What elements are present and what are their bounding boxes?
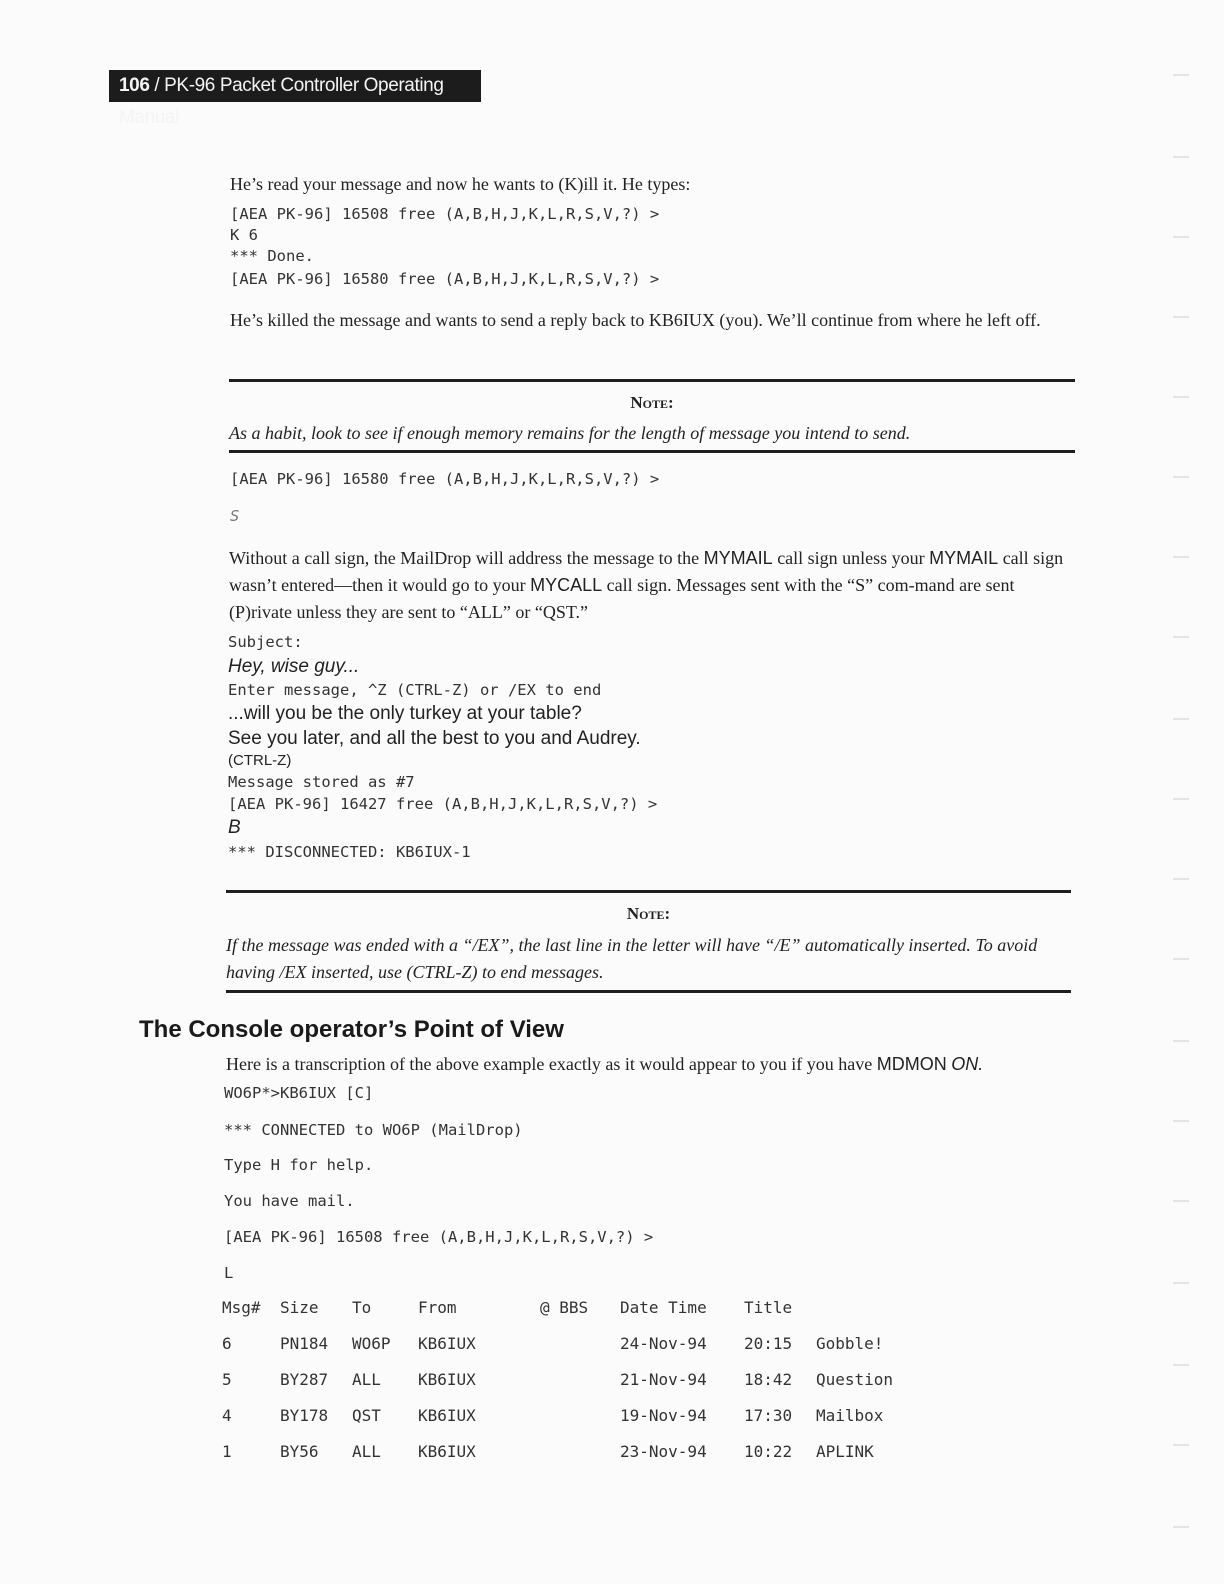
console-line: [AEA PK-96] 16508 free (A,B,H,J,K,L,R,S,V,?) > <box>224 1228 654 1246</box>
column-header: Date Time <box>620 1298 707 1317</box>
terminal-command: S <box>230 507 240 525</box>
note-rule-bottom <box>226 990 1071 993</box>
column-header: Msg# <box>222 1298 261 1317</box>
margin-tick <box>1173 74 1189 76</box>
margin-tick <box>1173 718 1189 720</box>
margin-tick <box>1173 396 1189 398</box>
terminal-done: *** Done. <box>230 247 314 265</box>
margin-tick <box>1173 236 1189 238</box>
margin-tick <box>1173 156 1189 158</box>
note-rule-top <box>229 379 1075 382</box>
disconnected-status: *** DISCONNECTED: KB6IUX-1 <box>228 843 471 861</box>
terminal-prompt: [AEA PK-96] 16427 free (A,B,H,J,K,L,R,S,V,?) > <box>228 795 658 813</box>
terminal-prompt: [AEA PK-96] 16580 free (A,B,H,J,K,L,R,S,V,?) > <box>230 470 660 488</box>
margin-tick <box>1173 1364 1189 1366</box>
margin-tick <box>1173 636 1189 638</box>
on-keyword: ON. <box>951 1054 984 1074</box>
margin-tick <box>1173 878 1189 880</box>
ctrl-z-keystroke: (CTRL-Z) <box>228 752 292 769</box>
margin-tick <box>1173 1040 1189 1042</box>
message-line: ...will you be the only turkey at your table? <box>228 703 582 724</box>
terminal-command: K 6 <box>230 226 258 244</box>
enter-message-prompt: Enter message, ^Z (CTRL-Z) or /EX to end <box>228 681 602 699</box>
console-line: *** CONNECTED to WO6P (MailDrop) <box>224 1121 523 1139</box>
send-explanation: Without a call sign, the MailDrop will address the message to the MYMAIL call sign unless your MYMAIL call sign wasn’t entered—then it would go to your MYCALL call sign. Messages sent with the “S” com-mand are sent (P)rivate unless they are sent to “ALL” or “QST.” <box>229 548 1064 622</box>
margin-tick <box>1173 476 1189 478</box>
margin-tick <box>1173 958 1189 960</box>
running-header <box>109 70 481 128</box>
margin-tick <box>1173 1200 1189 1202</box>
column-header: To <box>352 1298 372 1317</box>
section-heading: The Console operator’s Point of View <box>139 1016 564 1043</box>
mdmon-keyword: MDMON <box>876 1054 947 1074</box>
margin-tick <box>1173 798 1189 800</box>
column-header: @ BBS <box>540 1298 589 1317</box>
subject-input: Hey, wise guy... <box>228 656 360 677</box>
page-number: 106 <box>119 75 150 96</box>
stored-confirmation: Message stored as #7 <box>228 773 415 791</box>
margin-tick <box>1173 316 1189 318</box>
note-body: If the message was ended with a “/EX”, the last line in the letter will have “/E” automatically inserted. To avoid having /EX inserted, use (CTRL-Z) to end messages. <box>226 935 1038 982</box>
mymail-keyword: MYMAIL <box>703 548 773 568</box>
terminal-command: B <box>228 817 241 838</box>
mymail-keyword: MYMAIL <box>929 548 999 568</box>
note-title: Note: <box>626 904 671 923</box>
console-line: WO6P*>KB6IUX [C] <box>224 1084 374 1102</box>
mycall-keyword: MYCALL <box>530 575 603 595</box>
header-separator: / <box>149 75 165 96</box>
console-line: Type H for help. <box>224 1156 374 1174</box>
column-header: From <box>418 1298 457 1317</box>
margin-tick <box>1173 1526 1189 1528</box>
manual-title: PK-96 Packet Controller Operating Manual <box>119 75 444 128</box>
console-line: You have mail. <box>224 1192 355 1210</box>
note-title: Note: <box>630 393 674 412</box>
subject-prompt: Subject: <box>228 633 303 651</box>
margin-tick <box>1173 1444 1189 1446</box>
margin-tick <box>1173 556 1189 558</box>
intro-paragraph: He’s read your message and now he wants to (K)ill it. He types: <box>230 174 691 194</box>
note-rule-top <box>226 890 1071 893</box>
margin-tick <box>1173 1282 1189 1284</box>
margin-tick <box>1173 1120 1189 1122</box>
column-header: Size <box>280 1298 319 1317</box>
intro-paragraph-2: He’s killed the message and wants to send a reply back to KB6IUX (you). We’ll continue from where he left off. <box>230 310 1041 330</box>
terminal-prompt: [AEA PK-96] 16508 free (A,B,H,J,K,L,R,S,V,?) > <box>230 205 660 223</box>
note-body: As a habit, look to see if enough memory remains for the length of message you intend to send. <box>229 423 911 443</box>
column-header: Title <box>744 1298 793 1317</box>
note-rule-bottom <box>229 450 1075 453</box>
terminal-prompt: [AEA PK-96] 16580 free (A,B,H,J,K,L,R,S,V,?) > <box>230 270 660 288</box>
console-line: L <box>224 1264 234 1282</box>
console-intro: Here is a transcription of the above example exactly as it would appear to you if you have MDMON ON. <box>226 1054 984 1074</box>
message-line: See you later, and all the best to you and Audrey. <box>228 728 641 749</box>
